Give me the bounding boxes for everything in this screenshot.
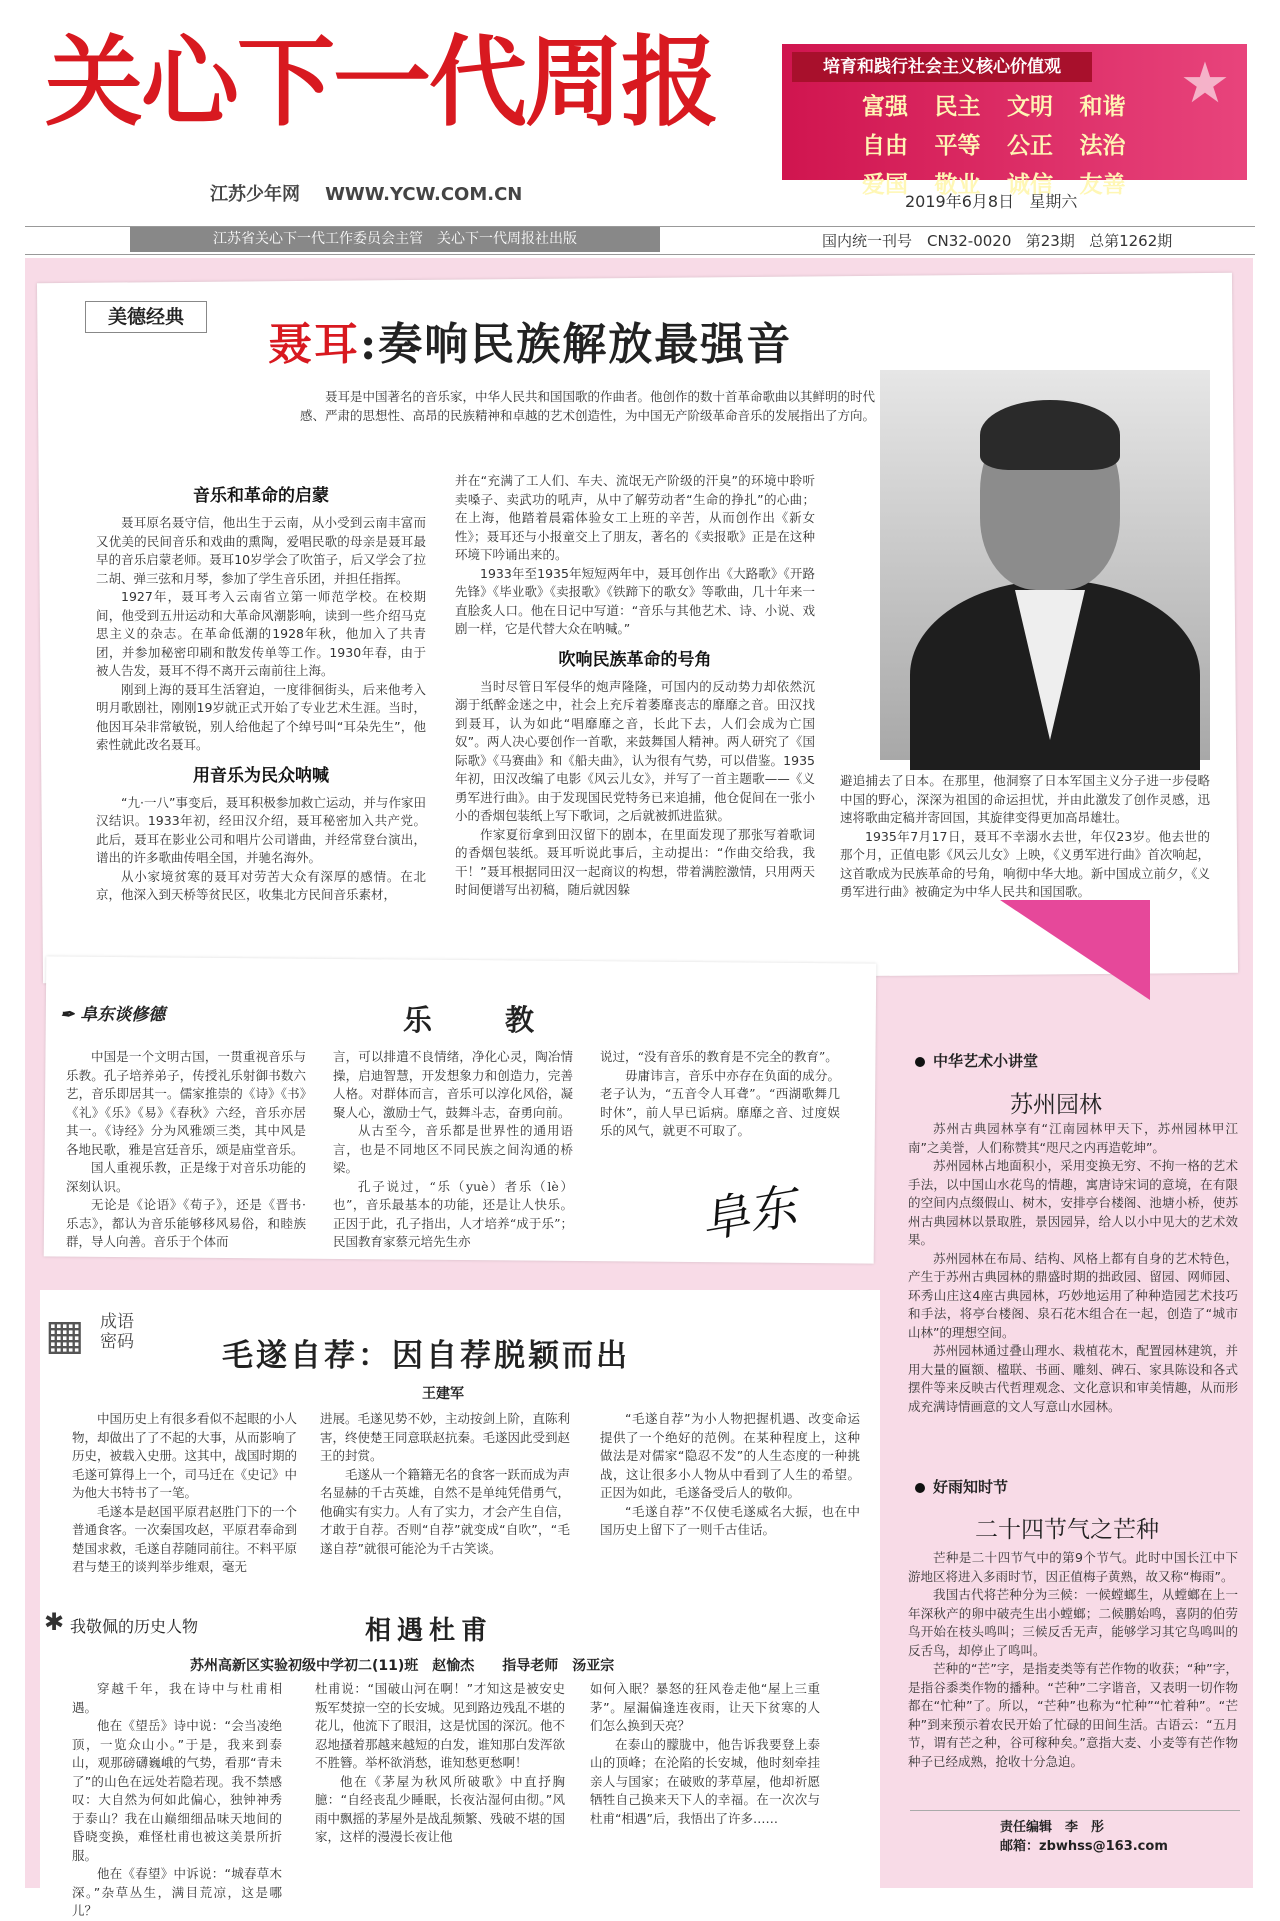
idiom-column-2 [320,1410,570,1558]
portrait-hair [980,400,1120,470]
feature-lead: 聂耳是中国著名的音乐家，中华人民共和国国歌的作曲者。他创作的数十首革命歌曲以其鲜明的时代感、严肃的思想性、高昂的民族精神和卓越的艺术创造性，为中国无产阶级革命音乐的发展指出了方向。 [300,389,876,423]
paragraph: 他在《春望》中诉说：“城春草木深。”杂草丛生，满目荒凉，这是哪儿？ [72,1866,282,1918]
paragraph: 1935年7月17日，聂耳不幸溺水去世，年仅23岁。他去世的那个月，正值电影《风云儿女》上映，《义勇军进行曲》首次响起，这首歌成为民族革命的号角，响彻中华大地。新中国成立前夕，《义勇军进行曲》被确定为中华人民共和国国歌。 [840,828,1210,899]
author-signature: 阜东 [696,1178,801,1250]
paragraph: 1933年至1935年短短两年中，聂耳创作出《大路歌》《开路先锋》《毕业歌》《卖报歌》《铁蹄下的歌女》等歌曲，几十年来一直脍炙人口。他在日记中写道：“音乐与其他艺术、诗、小说、戏剧一样，它是代替大众在呐喊。” [455,565,815,636]
paragraph: 中国是一个文明古国，一贯重视音乐与乐教。孔子培养弟子，传授礼乐射御书数六艺，音乐即居其一。儒家推崇的《诗》《书》《礼》《乐》《易》《春秋》六经，音乐亦居其一。《诗经》分为风雅颂三类，其中风是各地民歌，雅是宫廷音乐，颂是庙堂音乐。 [66,1049,306,1157]
paragraph: 毛遂从一个籍籍无名的食客一跃而成为声名显赫的千古英雄，自然不是单纯凭借勇气，他确实有实力。人有了实力，才会产生自信，才敢于自荐。否则“自荐”就变成“自吹”，“毛遂自荐”就很可能沦为千古笑谈。 [320,1466,571,1556]
site-name: 江苏少年网 [210,184,300,205]
subheading: 吹响民族革命的号角 [558,649,712,670]
paragraph: 从古至今，音乐都是世界性的通用语言，也是不同地区不同民族之间沟通的桥梁。 [333,1123,573,1175]
paragraph: “九·一八”事变后，聂耳积极参加救亡运动，并与作家田汉结识。1933年初，经田汉介绍，聂耳秘密加入共产党。此后，聂耳在影业公司和唱片公司谱曲，并经常登台演出，谱出的许多歌曲传唱全国，并驰名海外。 [96,794,426,865]
headline-rest: :奏响民族解放最强音 [360,319,793,370]
paragraph: 说过，“没有音乐的教育是不完全的教育”。 [600,1049,838,1064]
feature-column-2 [455,472,815,900]
paragraph: 孔子说过，“乐（yuè）者乐（lè）也”，音乐最基本的功能，还是让人快乐。正因于此，孔子指出，人才培养“成于乐”；民国教育家蔡元培先生亦 [333,1178,573,1249]
value-word: 诚信 [1007,171,1053,198]
divider [910,1810,1240,1811]
subheading: 用音乐为民众呐喊 [193,765,329,786]
paragraph: 穿越千年，我在诗中与杜甫相遇。 [72,1681,282,1715]
essay-title: 乐 教 [403,1003,557,1037]
value-word: 自由 [862,132,908,159]
column-kicker [915,1476,1008,1497]
paragraph: 作家夏衍拿到田汉留下的剧本，在里面发现了那张写着歌词的香烟包装纸。聂耳听说此事后，主动提出：“作曲交给我，我干！”聂耳根据同田汉一起商议的构想，带着满腔激情，只用两天时间便谱写出初稿，随后就因躲 [455,826,815,897]
paragraph: 刚到上海的聂耳生活窘迫，一度徘徊街头，后来他考入明月歌剧社，刚刚19岁就正式开始了专业艺术生涯。当时，他因耳朵非常敏锐，别人给他起了个绰号叫“耳朵先生”，他索性就此改名聂耳。 [96,681,426,752]
issue-date: 2019年6月8日 [905,192,1015,211]
paragraph: 如何入眠？暴怒的狂风卷走他“屋上三重茅”。屋漏偏逢连夜雨，让天下贫寒的人们怎么换到天亮？ [590,1681,820,1733]
nie-er-portrait [880,370,1210,760]
divider [25,254,1255,255]
publisher-bar: 江苏省关心下一代工作委员会主管 关心下一代周报社出版 [130,227,660,252]
editor-name: 责任编辑 李 彤 [1000,1820,1105,1835]
decorative-triangle [1000,900,1150,1000]
paragraph: 中国历史上有很多看似不起眼的小人物，却做出了了不起的大事，从而影响了历史，被载入史册。这其中，战国时期的毛遂可算得上一个，司马迁在《史记》中为他大书特书了一笔。 [72,1411,298,1500]
paragraph: 他在《望岳》诗中说：“会当凌绝顶，一览众山小。”于是，我来到泰山，观那磅礴巍峨的气势，看那“青未了”的山色在远处若隐若现。我不禁感叹：大自然为何如此偏心，独钟神秀于泰山？我在山巅细细品味天地间的昏晓变换，难怪杜甫也被这美景所折服。 [72,1718,282,1863]
paragraph: 避追捕去了日本。在那里，他洞察了日本军国主义分子进一步侵略中国的野心，深深为祖国的命运担忧，并由此激发了创作灵感，迅速将歌曲定稿并寄回国，其旋律变得更加高昂雄壮。 [840,773,1210,825]
subheading: 音乐和革命的启蒙 [193,486,329,506]
paragraph: 当时尽管日军侵华的炮声隆隆，可国内的反动势力却依然沉溺于纸醉金迷之中，社会上充斥着萎靡丧志的靡靡之音。田汉找到聂耳，认为如此“唱靡靡之音，长此下去，人们会成为亡国奴”。两人决心要创作一首歌，来鼓舞国人精神。两人研究了《国际歌》《马赛曲》和《船夫曲》，认为很有气势，可以借鉴。1935年初，田汉改编了电影《风云儿女》，并写了一首主题歌——《义勇军进行曲》。由于发现国民党特务已来追捕，他仓促间在一张小小的香烟包装纸上写下歌词，之后就被抓进监狱。 [455,678,815,823]
section-tag: 美德经典 [85,301,207,333]
paragraph: 聂耳原名聂守信，他出生于云南，从小受到云南丰富而又优美的民间音乐和戏曲的熏陶，爱唱民歌的母亲是聂耳最早的音乐启蒙老师。聂耳10岁学会了吹笛子，后又学会了拉二胡、弹三弦和月琴，参加了学生音乐团，并担任指挥。 [96,515,426,586]
paragraph: 杜甫说：“国破山河在啊！”才知这是被安史叛军焚掠一空的长安城。见到路边残乱不堪的花儿，他流下了眼泪，这是忧国的深沉。他不忍地搔着那越来越短的白发，谁知那白发浑欲不胜簪。举杯欲消愁，谁知愁更愁啊！ [315,1681,566,1770]
paragraph: “毛遂自荐”不仅使毛遂威名大振，也在中国历史上留下了一则千古佳话。 [600,1503,860,1537]
rubiks-cube-icon: ▦ [45,1310,85,1359]
history-column-3 [590,1680,820,1828]
history-title: 相遇杜甫 [365,1616,494,1646]
paragraph: 苏州古典园林享有“江南园林甲天下，苏州园林甲江南”之美誉，人们称赞其“咫尺之内再造乾坤”。 [908,1121,1238,1155]
paragraph: 芒种的“芒”字，是指麦类等有芒作物的收获；“种”字，是指谷黍类作物的播种。“芒种”二字谐音，又表明一切作物都在“忙种”了。所以，“芒种”也称为“忙种”“忙着种”。“芒种”到来预示着农民开始了忙碌的田间生活。古语云：“五月节，谓有芒之种，谷可稼种矣。”意指大麦、小麦等有芒作物种子已经成熟，抢收十分急迫。 [908,1661,1238,1769]
value-word: 友善 [1079,171,1126,198]
paragraph: 言，可以排遣不良情绪，净化心灵，陶冶情操，启迪智慧，开发想象力和创造力，完善人格。对群体而言，音乐可以淳化风俗，凝聚人心，激励士气，鼓舞斗志，奋勇向前。 [333,1049,573,1120]
value-word: 文明 [1007,93,1053,120]
paragraph: 从小家境贫寒的聂耳对劳苦大众有深厚的感情。在北京，他深入到天桥等贫民区，收集北方民间音乐素材， [96,868,426,902]
banner-values [862,88,1152,199]
article-title: 苏州园林 [1010,1092,1102,1118]
value-word: 爱国 [862,171,908,198]
column-kicker-label: 中华艺术小讲堂 [933,1052,1039,1070]
idiom-column-1 [72,1410,297,1577]
paragraph: 苏州园林通过叠山理水、栽植花木，配置园林建筑，并用大量的匾额、楹联、书画、雕刻、碑石、家具陈设和各式摆件等来反映古代哲理观念、文化意识和审美情趣，从而形成充满诗情画意的文人写意山水园林。 [908,1343,1238,1414]
value-word: 敬业 [934,171,981,198]
site-url[interactable]: WWW.YCW.COM.CN [325,184,523,205]
paragraph: 苏州园林在布局、结构、风格上都有自身的艺术特色，产生于苏州古典园林的鼎盛时期的拙政园、留园、网师园、环秀山庄这4座古典园林，巧妙地运用了种种造园艺术技巧和手法，将亭台楼阁、泉石花木组合在一起，创造了“城市山林”的理想空间。 [908,1250,1238,1340]
weekday: 星期六 [1029,192,1078,211]
column-label: 成语密码 [100,1312,134,1352]
editor-credit [1000,1818,1168,1856]
idiom-title: 毛遂自荐：因自荐脱颖而出 [222,1338,630,1374]
byline: 王建军 [422,1386,464,1402]
byline: 苏州高新区实验初级中学初二(11)班 赵愉杰 指导老师 汤亚宗 [190,1658,615,1674]
issue-info [822,230,1172,251]
paragraph: 毛遂本是赵国平原君赵胜门下的一个普通食客。一次秦国攻赵，平原君奉命到楚国求救，毛遂自荐随同前往。不料平原君与楚王的谈判举步维艰，毫无 [72,1503,298,1574]
pen-icon: ✒ [60,1005,81,1025]
column-kicker [915,1050,1038,1071]
paragraph: 进展。毛遂见势不妙，主动按剑上阶，直陈利害，终使楚王同意联赵抗秦。毛遂因此受到赵王的封赏。 [320,1411,571,1463]
article-title: 二十四节气之芒种 [975,1517,1159,1543]
paragraph: 苏州园林占地面积小，采用变换无穷、不拘一格的艺术手法，以中国山水花鸟的情趣，寓唐诗宋词的意境，在有限的空间内点缀假山、树木，安排亭台楼阁、池塘小桥，使苏州古典园林以景取胜，景因园异，给人以小中见大的艺术效果。 [908,1158,1238,1247]
bullet-icon [915,1057,925,1067]
site-line [210,180,522,206]
feature-headline [268,308,792,372]
value-word: 和谐 [1079,93,1126,120]
essay-column-1 [66,1048,306,1252]
value-word: 法治 [1079,132,1126,159]
column-tag [60,1000,165,1025]
essay-column-3 [600,1048,840,1141]
value-word: 民主 [934,93,981,120]
column-tag-label: 阜东谈修德 [80,1005,166,1025]
value-word: 公正 [1007,132,1053,159]
idiom-column-3 [600,1410,860,1540]
total-number: 总第1262期 [1089,232,1173,250]
art-body [908,1120,1238,1416]
paragraph: 在泰山的朦胧中，他告诉我要登上泰山的顶峰；在沦陷的长安城，他时刻牵挂亲人与国家；在破败的茅草屋，他却祈愿牺牲自己换来天下人的幸福。在一次次与杜甫“相遇”后，我悟出了许多…… [590,1736,820,1826]
feature-column-3 [840,772,1210,902]
issn: 国内统一刊号 CN32-0020 [822,232,1012,250]
paragraph: 毋庸讳言，音乐中亦存在负面的成分。老子认为，“五音令人耳聋”。“西湖歌舞几时休”，前人早已诟病。靡靡之音、过度娱乐的风气，就更不可取了。 [600,1067,840,1138]
core-values-banner [782,44,1247,198]
column-label: 我敬佩的历史人物 [70,1617,199,1636]
column-kicker-label: 好雨知时节 [933,1478,1009,1496]
history-column-2 [315,1680,565,1847]
paragraph: 我国古代将芒种分为三候：一候螳螂生，从螳螂在上一年深秋产的卵中破壳生出小螳螂；二候鹏始鸣，喜阴的伯劳鸟开始在枝头鸣叫；三候反舌无声，能够学习其它鸟鸣叫的反舌鸟，却停止了鸣叫。 [908,1587,1238,1658]
value-word: 平等 [934,132,981,159]
bullet-icon [915,1483,925,1493]
solar-body [908,1549,1238,1771]
date-line [905,189,1077,212]
paragraph: 1927年，聂耳考入云南省立第一师范学校。在校期间，他受到五卅运动和大革命风潮影响，读到一些介绍马克思主义的杂志。在革命低潮的1928年秋，他加入了共青团，并参加秘密印刷和散发传单等工作。1930年春，由于被人告发，聂耳不得不离开云南前往上海。 [96,589,426,678]
history-column-1 [72,1680,282,1921]
headline-name: 聂耳 [268,319,360,370]
feature-column-1 [96,475,426,905]
paragraph: “毛遂自荐”为小人物把握机遇、改变命运提供了一个绝好的范例。在某种程度上，这种做法是对儒家“隐忍不发”的人生态度的一种挑战，这让很多小人物从中看到了人生的希望。正因为如此，毛遂备受后人的敬仰。 [600,1411,860,1500]
paragraph: 国人重视乐教，正是缘于对音乐功能的深刻认识。 [66,1160,306,1194]
issue-number: 第23期 [1025,232,1075,250]
person-silhouette-icon: ✱ [44,1608,65,1636]
paragraph: 并在“充满了工人们、车夫、流氓无产阶级的汗臭”的环境中聆听卖嗓子、卖武功的吼声，从中了解劳动者“生命的挣扎”的心曲；在上海，他踏着晨霜体验女工上班的辛苦，从而创作出《新女性》；聂耳还与小报童交上了朋友，著名的《卖报歌》正是在这种环境下吟诵出来的。 [455,473,815,562]
paragraph: 芒种是二十四节气中的第9个节气。此时中国长江中下游地区将进入多雨时节，因正值梅子黄熟，故又称“梅雨”。 [908,1550,1238,1584]
banner-heading: 培育和践行社会主义核心价值观 [792,52,1092,82]
paragraph: 无论是《论语》《荀子》，还是《晋书·乐志》，都认为音乐能够移风易俗，和睦族群，导人向善。音乐于个体而 [66,1197,306,1249]
value-word: 富强 [862,93,908,120]
star-icon: ★ [1179,51,1231,116]
editor-email[interactable]: 邮箱：zbwhss@163.com [1000,1839,1168,1854]
paragraph: 他在《茅屋为秋风所破歌》中直抒胸臆：“自经丧乱少睡眠，长夜沾湿何由彻。”风雨中飘摇的茅屋外是战乱频繁、残破不堪的国家，这样的漫漫长夜让他 [315,1773,566,1844]
essay-column-2 [333,1048,573,1252]
masthead-title: 关心下一代周报 [45,25,718,140]
